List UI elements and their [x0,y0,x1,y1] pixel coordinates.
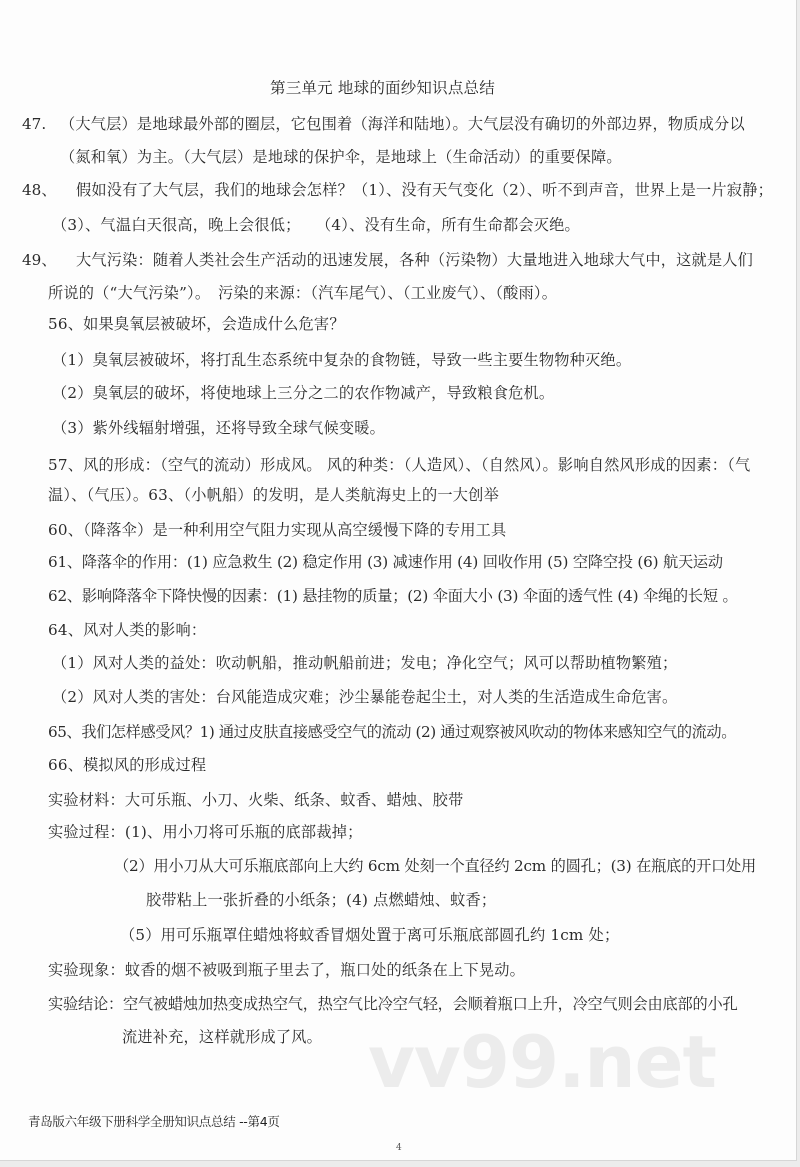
item-61: 61、降落伞的作用：(1) 应急救生 (2) 稳定作用 (3) 减速作用 (4) 回收作用 (5) 空降空投 (6) 航天运动 [48,553,723,571]
item-64-heading: 64、风对人类的影响： [48,621,207,639]
item-64-point-2: （2）风对人类的害处：台风能造成灾难；沙尘暴能卷起尘土，对人类的生活造成生命危害。 [52,688,678,706]
experiment-process-1: 实验过程：(1)、用小刀将可乐瓶的底部裁掉； [48,823,363,841]
item-48-line1: 假如没有了大气层，我们的地球会怎样？（1）、没有天气变化（2）、听不到声音，世界上是一片寂静； [76,181,773,199]
item-47-line1: （大气层）是地球最外部的圈层，它包围着（海洋和陆地）。大气层没有确切的外部边界，物质成分以 [60,115,745,133]
experiment-process-3: 胶带粘上一张折叠的小纸条；(4) 点燃蜡烛、蚊香； [146,891,497,909]
experiment-phenomenon: 实验现象：蚊香的烟不被吸到瓶子里去了，瓶口处的纸条在上下晃动。 [48,961,526,979]
item-number-48: 48、 [22,181,57,199]
experiment-process-4: （5）用可乐瓶罩住蜡烛将蚊香冒烟处置于离可乐瓶底部圆孔约 1cm 处； [120,926,620,944]
item-57-line2: 温）、（气压）。63、（小帆船）的发明，是人类航海史上的一大创举 [48,486,499,504]
item-number-49: 49、 [22,251,57,269]
experiment-process-2: （2）用小刀从大可乐瓶底部向上大约 6cm 处刻一个直径约 2cm 的圆孔；(3) 在瓶底的开口处用 [114,857,757,875]
experiment-conclusion-1: 实验结论：空气被蜡烛加热变成热空气，热空气比冷空气轻，会顺着瓶口上升，冷空气则会由底部的小孔 [48,995,738,1013]
item-64-point-1: （1）风对人类的益处：吹动帆船，推动帆船前进；发电；净化空气；风可以帮助植物繁殖； [52,654,678,672]
item-number-47: 47. [22,115,47,133]
page-title: 第三单元 地球的面纱知识点总结 [270,79,495,97]
page-footer: 青岛版六年级下册科学全册知识点总结 --第4页 [28,1114,280,1129]
item-48-line2: （3）、气温白天很高，晚上会很低； （4）、没有生命，所有生命都会灭绝。 [52,216,580,234]
experiment-materials: 实验材料：大可乐瓶、小刀、火柴、纸条、蚊香、蜡烛、胶带 [48,791,464,809]
item-65: 65、我们怎样感受风？1) 通过皮肤直接感受空气的流动 (2) 通过观察被风吹动的物体来感知空气的流动。 [48,723,736,741]
item-49-line1: 大气污染：随着人类社会生产活动的迅速发展，各种（污染物）大量地进入地球大气中，这就是人们 [76,251,754,269]
item-60: 60、（降落伞）是一种利用空气阻力实现从高空缓慢下降的专用工具 [48,521,507,539]
item-57-line1: 57、风的形成：（空气的流动）形成风。 风的种类：（人造风）、（自然风）。影响自然风形成的因素：（气 [48,456,751,474]
item-47-line2: （氮和氧）为主。（大气层）是地球的保护伞，是地球上（生命活动）的重要保障。 [60,148,622,166]
item-49-line2: 所说的（“大气污染”）。 污染的来源：（汽车尾气）、（工业废气）、（酸雨）。 [48,284,558,302]
item-56-heading: 56、如果臭氧层被破坏，会造成什么危害？ [48,315,345,333]
experiment-conclusion-2: 流进补充，这样就形成了风。 [122,1028,323,1046]
item-56-point-1: （1）臭氧层被破坏，将打乱生态系统中复杂的食物链，导致一些主要生物物种灭绝。 [52,351,632,369]
item-62: 62、影响降落伞下降快慢的因素：(1) 悬挂物的质量；(2) 伞面大小 (3) 伞面的透气性 (4) 伞绳的长短 。 [48,587,738,605]
item-56-point-2: （2）臭氧层的破坏，将使地球上三分之二的农作物减产，导致粮食危机。 [52,384,555,402]
watermark: vv99.net [368,1020,716,1104]
page-number: 4 [396,1143,402,1153]
item-66-heading: 66、模拟风的形成过程 [48,756,207,774]
item-56-point-3: （3）紫外线辐射增强，还将导致全球气候变暖。 [52,419,386,437]
